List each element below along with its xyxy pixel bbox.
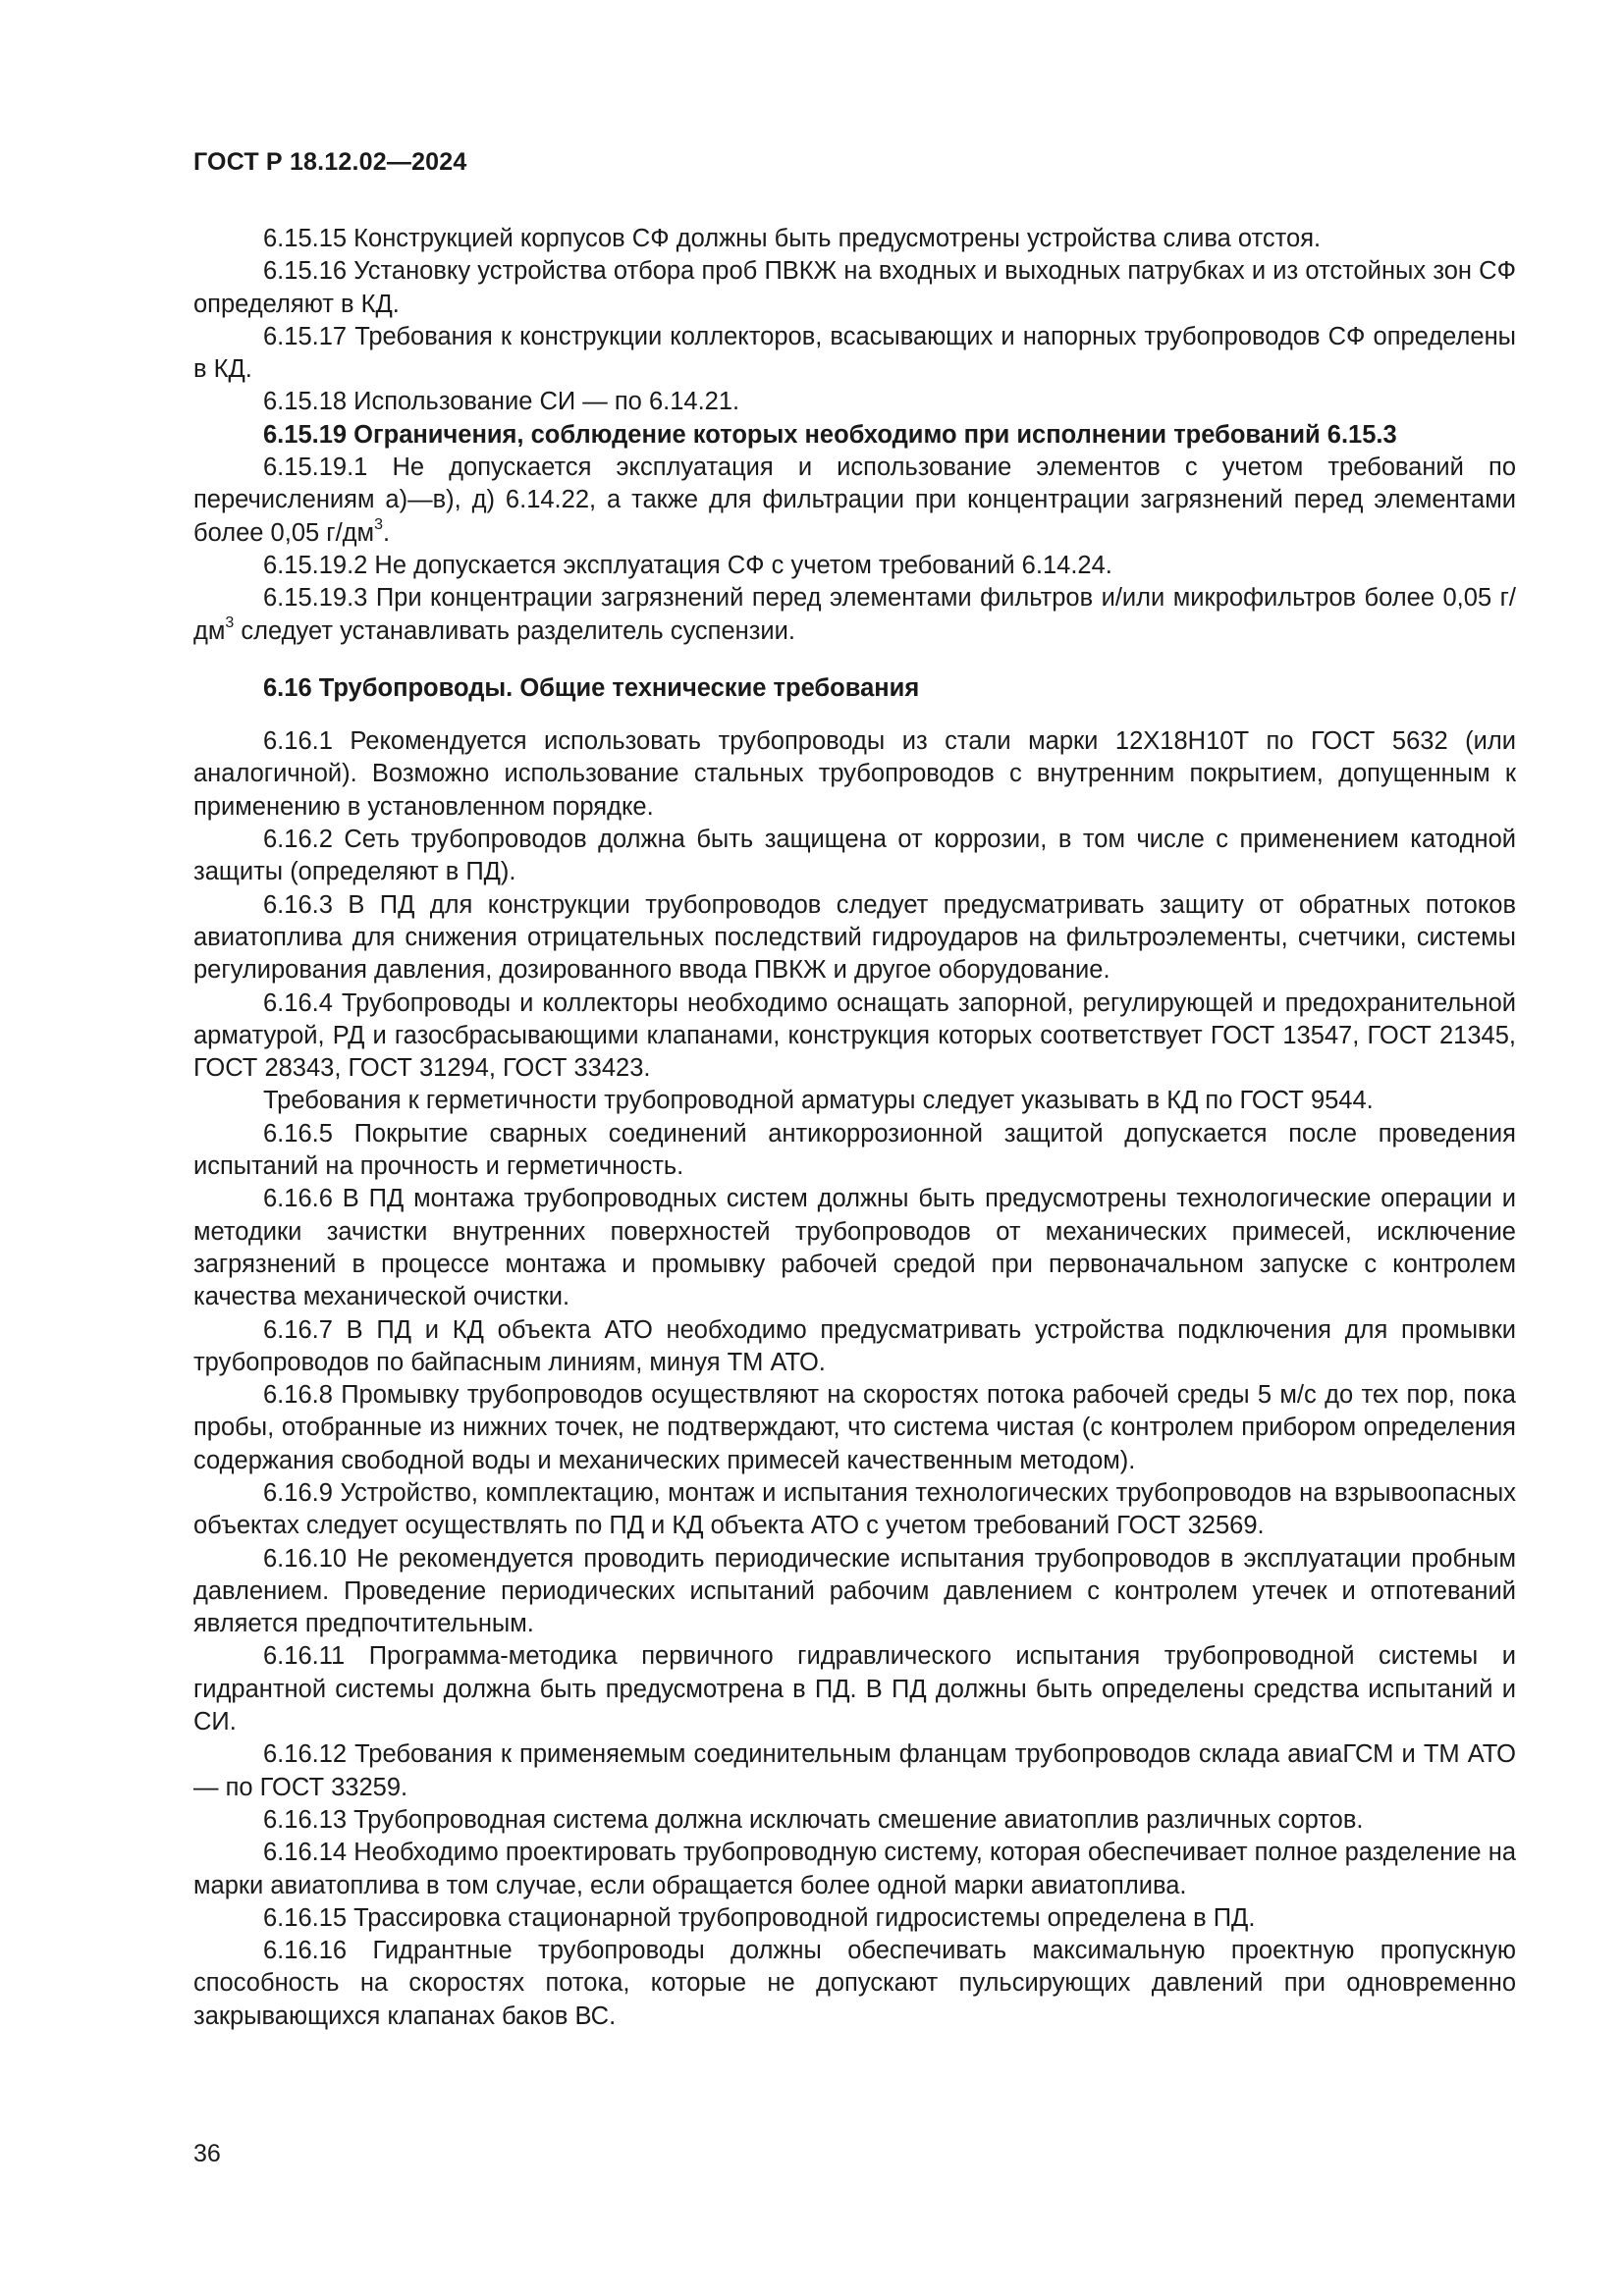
paragraph-6-15-17: 6.15.17 Требования к конструкции коллекторов, всасывающих и напорных трубопроводов СФ определены в КД. (193, 322, 1516, 384)
paragraph-text: 6.15.19.3 При концентрации загрязнений перед элементами фильтров и/или микрофильтров более 0,05 г/дм (193, 584, 1516, 645)
paragraph-6-15-19-1 (193, 452, 1516, 550)
paragraph-6-15-19: 6.15.19 Ограничения, соблюдение которых необходимо при исполнении требований 6.15.3 (263, 420, 1397, 449)
document-body (193, 223, 1516, 2033)
paragraph-6-16-9: 6.16.9 Устройство, комплектацию, монтаж и испытания технологических трубопроводов на взрывоопасных объектах следует осуществлять по ПД и КД объекта АТО с учетом требований ГОСТ 32569. (193, 1478, 1516, 1540)
paragraph-6-16-15: 6.16.15 Трассировка стационарной трубопроводной гидросистемы определена в ПД. (263, 1903, 1256, 1932)
paragraph-6-16-10: 6.16.10 Не рекомендуется проводить периодические испытания трубопроводов в эксплуатации пробным давлением. Проведение периодических испытаний рабочим давлением с контролем утечек и отпотеваний является предпочтительным. (193, 1544, 1516, 1638)
paragraph-6-15-19-3 (193, 582, 1516, 648)
paragraph-6-15-19-2: 6.15.19.2 Не допускается эксплуатация СФ с учетом требований 6.14.24. (263, 551, 1112, 579)
paragraph-6-16-8: 6.16.8 Промывку трубопроводов осуществляют на скоростях потока рабочей среды 5 м/с до тех пор, пока пробы, отобранные из нижних точек, не подтверждают, что система чистая (с контролем прибором определения содержания свободной воды и механических примесей качественным методом). (193, 1381, 1516, 1474)
paragraph-text: 6.15.19.1 Не допускается эксплуатация и использование элементов с учетом требований по перечислениям а)—в), д) 6.14.22, а также для фильтрации при концентрации загрязнений перед элементами более 0,05 г/дм (193, 454, 1516, 547)
paragraph-6-16-13: 6.16.13 Трубопроводная система должна исключать смешение авиатоплив различных сортов. (263, 1805, 1364, 1834)
paragraph-6-16-12: 6.16.12 Требования к применяемым соединительным фланцам трубопроводов склада авиаГСМ и ТМ АТО — по ГОСТ 33259. (193, 1740, 1516, 1801)
paragraph-tail: . (382, 518, 391, 547)
document-code-header: ГОСТ Р 18.12.02—2024 (193, 148, 467, 176)
paragraph-6-16-2: 6.16.2 Сеть трубопроводов должна быть защищена от коррозии, в том числе с применением катодной защиты (определяют в ПД). (193, 826, 1516, 886)
paragraph-6-16-14: 6.16.14 Необходимо проектировать трубопроводную систему, которая обеспечивает полное разделение на марки авиатоплива в том случае, если обращается более одной марки авиатоплива. (193, 1839, 1516, 1899)
paragraph-tail: следует устанавливать разделитель суспензии. (234, 616, 795, 645)
page-number: 36 (193, 2140, 221, 2167)
paragraph-6-16-4: 6.16.4 Трубопроводы и коллекторы необходимо оснащать запорной, регулирующей и предохранительной арматурой, РД и газосбрасывающими клапанами, конструкция которых соответствует ГОСТ 13547, ГОСТ 21345, ГОСТ 28343, ГОСТ 31294, ГОСТ 33423. (193, 988, 1516, 1083)
paragraph-6-16-5: 6.16.5 Покрытие сварных соединений антикоррозионной защитой допускается после проведения испытаний на прочность и герметичность. (193, 1119, 1516, 1181)
paragraph-6-15-15: 6.15.15 Конструкцией корпусов СФ должны быть предусмотрены устройства слива отстоя. (263, 225, 1322, 252)
section-heading-6-16: 6.16 Трубопроводы. Общие технические требования (263, 673, 920, 702)
paragraph-6-16-4-note: Требования к герметичности трубопроводной арматуры следует указывать в КД по ГОСТ 9544. (263, 1087, 1374, 1115)
superscript: 3 (225, 614, 235, 632)
paragraph-6-16-3: 6.16.3 В ПД для конструкции трубопроводов следует предусматривать защиту от обратных потоков авиатоплива для снижения отрицательных последствий гидроударов на фильтроэлементы, счетчики, системы регулирования давления, дозированного ввода ПВКЖ и другое оборудование. (193, 890, 1516, 985)
paragraph-6-15-18: 6.15.18 Использование СИ — по 6.14.21. (263, 388, 740, 416)
paragraph-6-16-11: 6.16.11 Программа-методика первичного гидравлического испытания трубопроводной системы и гидрантной системы должна быть предусмотрена в ПД. В ПД должны быть определены средства испытаний и СИ. (193, 1642, 1516, 1736)
superscript: 3 (374, 516, 383, 534)
paragraph-6-16-16: 6.16.16 Гидрантные трубопроводы должны обеспечивать максимальную проектную пропускную способность на скоростях потока, которые не допускают пульсирующих давлений при одновременно закрывающихся клапанах баков ВС. (193, 1937, 1516, 2030)
paragraph-6-16-1: 6.16.1 Рекомендуется использовать трубопроводы из стали марки 12Х18Н10Т по ГОСТ 5632 (или аналогичной). Возможно использование стальных трубопроводов с внутренним покрытием, допущенным к применению в установленном порядке. (193, 727, 1516, 821)
paragraph-6-15-16: 6.15.16 Установку устройства отбора проб ПВКЖ на входных и выходных патрубках и из отстойных зон СФ определяют в КД. (193, 257, 1516, 318)
paragraph-6-16-6: 6.16.6 В ПД монтажа трубопроводных систем должны быть предусмотрены технологические операции и методики зачистки внутренних поверхностей трубопроводов от механических примесей, исключение загрязнений в процессе монтажа и промывку рабочей средой при первоначальном запуске с контролем качества механической очистки. (193, 1185, 1516, 1311)
paragraph-6-16-7: 6.16.7 В ПД и КД объекта АТО необходимо предусматривать устройства подключения для промывки трубопроводов по байпасным линиям, минуя ТМ АТО. (193, 1315, 1516, 1376)
